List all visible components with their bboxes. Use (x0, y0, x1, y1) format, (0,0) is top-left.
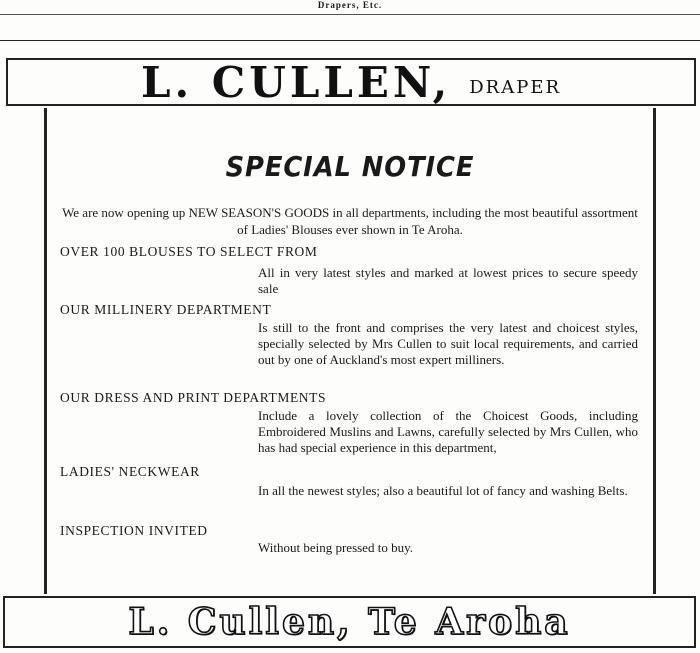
footer-banner (3, 596, 696, 648)
top-rule (0, 40, 700, 41)
section-text-inspection: Without being pressed to buy. (258, 540, 413, 555)
section-heading-neckwear: LADIES' NECKWEAR (60, 464, 200, 479)
section-text-dress-print: Include a lovely collection of the Choicest Goods, including Embroidered Muslins and Lawns, carefully selected by Mrs Cullen, who has had special experience in this department, (258, 408, 638, 455)
section-text-millinery: Is still to the front and comprises the very latest and choicest styles, specially selected by Mrs Cullen to suit local requirements, and carried out by one of Auckland's most expert milliners. (258, 320, 638, 367)
footer-signature: L. Cullen, Te Aroha (128, 601, 571, 643)
section-heading-millinery: OUR MILLINERY DEPARTMENT (60, 302, 272, 317)
notice-title: SPECIAL NOTICE (225, 150, 475, 183)
intro-paragraph: We are now opening up NEW SEASON'S GOODS in all departments, including the most beautiful assortment of Ladies' Blouses ever shown in Te Aroha. (62, 205, 638, 237)
banner-trade: DRAPER (469, 76, 562, 98)
banner (6, 58, 696, 106)
section-heading-inspection: INSPECTION INVITED (60, 523, 208, 538)
section-text-neckwear: In all the newest styles; also a beautiful lot of fancy and washing Belts. (258, 483, 628, 498)
banner-merchant-name: L. CULLEN, (140, 57, 452, 107)
section-heading-dress-print: OUR DRESS AND PRINT DEPARTMENTS (60, 390, 327, 405)
section-text-blouses: All in very latest styles and marked at lowest prices to secure speedy sale (258, 265, 638, 296)
section-heading-blouses: OVER 100 BLOUSES TO SELECT FROM (60, 244, 318, 259)
running-head: Drapers, Etc. (0, 0, 700, 15)
